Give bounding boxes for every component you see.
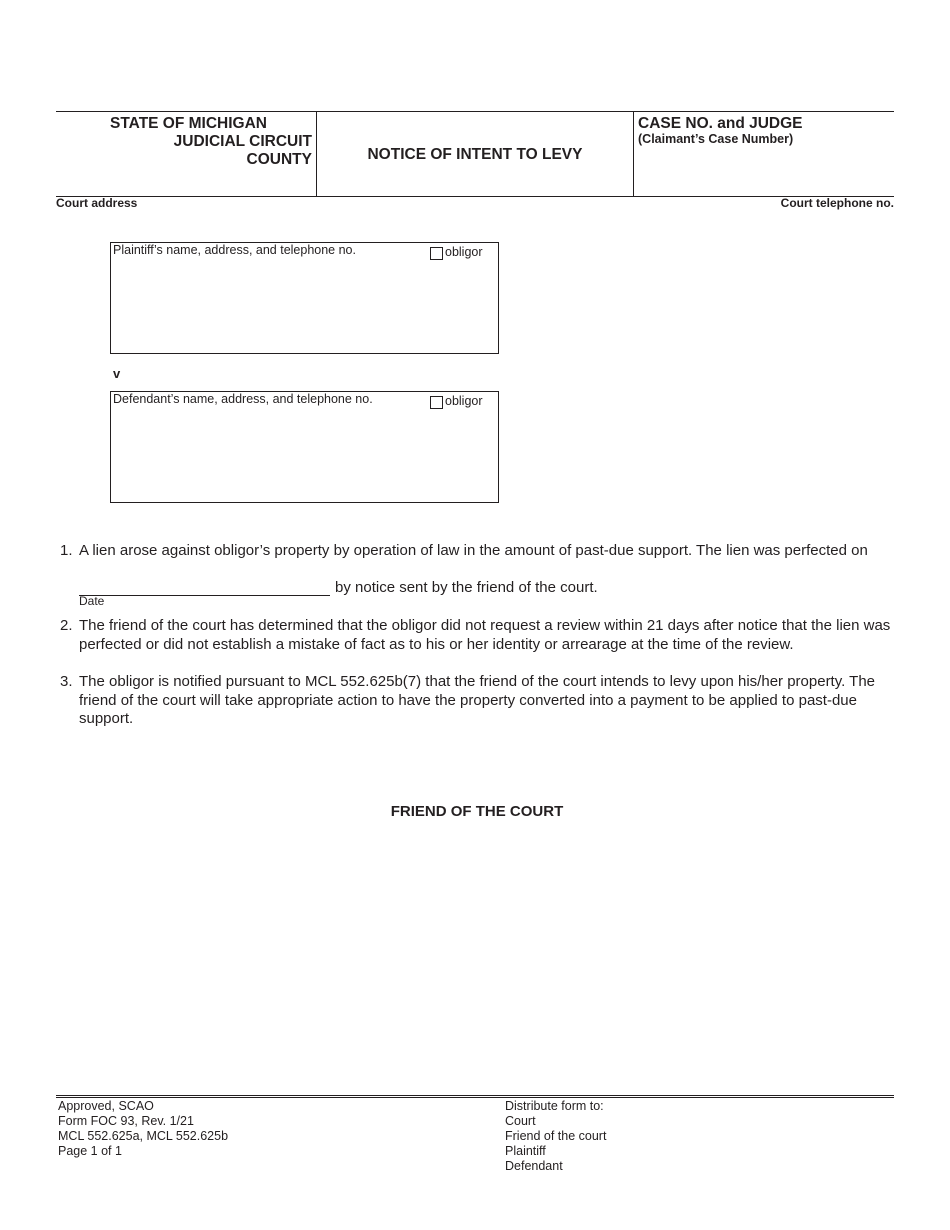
paragraph-2: [60, 617, 900, 654]
distribution-court: Court: [505, 1114, 536, 1128]
paragraph-number: 1.: [60, 542, 73, 559]
date-label: Date: [79, 594, 105, 608]
footer-form-info: [58, 1099, 228, 1159]
friend-of-the-court-signature-label: FRIEND OF THE COURT: [390, 803, 564, 820]
judicial-circuit-label: JUDICIAL CIRCUIT: [173, 133, 312, 150]
defendant-box[interactable]: [110, 391, 499, 503]
paragraph-text: A lien arose against obligor’s property by operation of law in the amount of past-due support. The lien was perfected on: [79, 542, 868, 559]
paragraph-number: 3.: [60, 673, 73, 690]
defendant-obligor-label: obligor: [445, 393, 483, 408]
plaintiff-obligor-label: obligor: [445, 244, 483, 259]
county-label: COUNTY: [246, 151, 312, 168]
court-telephone-label: Court telephone no.: [780, 196, 894, 210]
distribution-heading: Distribute form to:: [505, 1099, 604, 1113]
footer-page: Page 1 of 1: [58, 1144, 122, 1158]
form-title: NOTICE OF INTENT TO LEVY: [367, 146, 583, 163]
paragraph-number: 2.: [60, 617, 73, 634]
plaintiff-obligor-option[interactable]: [430, 243, 483, 260]
by-notice-text: by notice sent by the friend of the court.: [335, 579, 598, 596]
case-number-title: CASE NO. and JUDGE: [638, 115, 803, 132]
footer-form-number: Form FOC 93, Rev. 1/21: [58, 1114, 194, 1128]
distribution-friend-of-court: Friend of the court: [505, 1129, 607, 1143]
footer-rule-bottom: [56, 1097, 894, 1098]
footer-mcl: MCL 552.625a, MCL 552.625b: [58, 1129, 229, 1143]
paragraph-text: The friend of the court has determined that the obligor did not request a review within 21 days after notice that the lien was perfected or did not establish a mistake of fact as to his or her identity or arrearage at the time of the review.: [79, 617, 891, 653]
footer-distribution: [505, 1099, 606, 1174]
footer-approved: Approved, SCAO: [58, 1099, 154, 1113]
header-bottom-rule: [56, 196, 894, 197]
state-label: STATE OF MICHIGAN: [110, 115, 267, 132]
versus-label: v: [113, 366, 121, 381]
footer-rule-top: [56, 1095, 894, 1096]
defendant-obligor-option[interactable]: [430, 392, 483, 409]
distribution-plaintiff: Plaintiff: [505, 1144, 546, 1158]
case-number-subtitle: (Claimant’s Case Number): [638, 132, 794, 146]
defendant-obligor-checkbox[interactable]: [430, 396, 443, 409]
header-top-rule: [56, 111, 894, 112]
plaintiff-label: Plaintiff’s name, address, and telephone no.: [113, 243, 356, 257]
court-address-label: Court address: [56, 196, 138, 210]
header-divider-right: [633, 112, 634, 196]
plaintiff-obligor-checkbox[interactable]: [430, 247, 443, 260]
date-field[interactable]: [79, 595, 330, 596]
plaintiff-box[interactable]: [110, 242, 499, 354]
distribution-defendant: Defendant: [505, 1159, 563, 1173]
defendant-label: Defendant’s name, address, and telephone no.: [113, 392, 373, 406]
paragraph-text: The obligor is notified pursuant to MCL 552.625b(7) that the friend of the court intends to levy upon his/her property. The friend of the court will take appropriate action to have the property converted into a payment to be applied to past-due support.: [79, 673, 876, 727]
paragraph-1: [60, 542, 900, 561]
paragraph-3: [60, 673, 900, 729]
